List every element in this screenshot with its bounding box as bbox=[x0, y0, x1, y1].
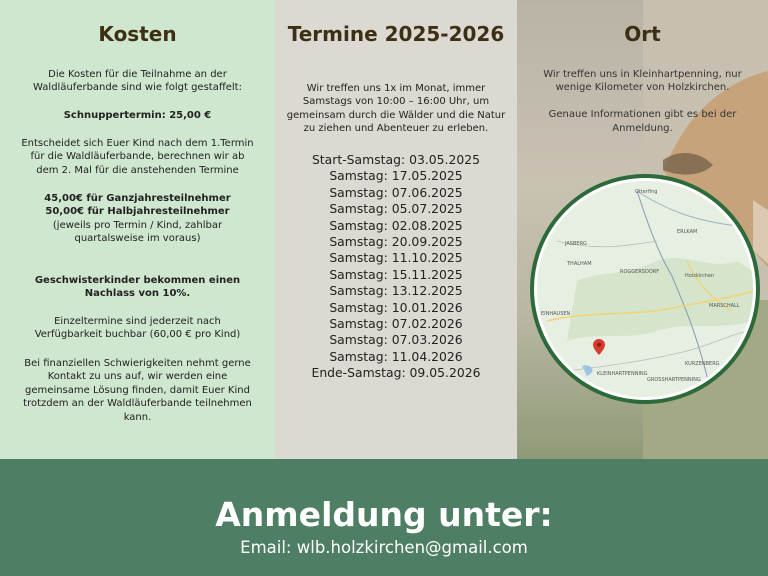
kosten-heading: Kosten bbox=[98, 22, 177, 46]
map-label-einhausen: EINHAUSEN bbox=[541, 311, 571, 317]
termin-date-item: Samstag: 07.03.2026 bbox=[329, 332, 463, 348]
map-roads bbox=[537, 181, 753, 397]
termin-date-item: Start-Samstag: 03.05.2025 bbox=[311, 152, 481, 167]
termin-date-item: Samstag: 02.08.2025 bbox=[329, 217, 463, 233]
termin-date-item: Samstag: 13.12.2025 bbox=[329, 283, 463, 299]
kosten-rates: 45,00€ für Ganzjahresteilnehmer 50,00€ für Halbjahresteilnehmer (jeweils pro Termin / Kind, zahlbar quartalsweise im voraus) bbox=[10, 192, 265, 246]
termin-date-item: Samstag: 07.02.2026 bbox=[329, 316, 463, 332]
termin-date-item: Samstag: 07.06.2025 bbox=[329, 184, 463, 200]
map-label-thalham: THALHAM bbox=[567, 261, 592, 267]
halbjahres-price: 50,00€ für Halbjahresteilnehmer bbox=[45, 206, 230, 218]
map-label-jasberg: JASBERG bbox=[565, 241, 587, 247]
kosten-decide-text: Entscheidet sich Euer Kind nach dem 1.Termin für die Waldläuferbande, berechnen wir ab dem 2. Mal für die anstehenden Termine bbox=[21, 138, 254, 176]
termine-intro: Wir treffen uns 1x im Monat, immer Samstags von 10:00 – 16:00 Uhr, um gemeinsam durch die Wälder und die Natur zu ziehen und Abenteuer zu erleben. bbox=[286, 83, 506, 135]
schnuppertermin-price: Schnuppertermin: 25,00 € bbox=[63, 110, 212, 121]
footer-banner bbox=[0, 459, 768, 576]
geschwister-discount: Geschwisterkinder bekommen einen Nachlass von 10%. bbox=[34, 275, 241, 300]
kosten-column bbox=[0, 0, 275, 459]
map-label-kleinhartpenning: KLEINHARTPENNING bbox=[597, 371, 648, 377]
map-label-erlkam: ERLKAM bbox=[677, 229, 698, 235]
termin-date-item: Samstag: 11.04.2026 bbox=[329, 348, 463, 364]
map-label-holzkirchen: Holzkirchen bbox=[685, 273, 715, 279]
termine-date-list bbox=[275, 152, 517, 382]
termin-date-item: Samstag: 20.09.2025 bbox=[329, 234, 463, 250]
map-label-otterfing: Otterfing bbox=[635, 189, 658, 195]
termin-date-item: Samstag: 15.11.2025 bbox=[329, 266, 463, 282]
anmeldung-title: Anmeldung unter: bbox=[215, 495, 553, 534]
location-map[interactable] bbox=[537, 181, 753, 397]
map-label-grossharthpenning: GROSSHARTPENNING bbox=[647, 377, 701, 383]
map-label-kurzenberg: KURZENBERG bbox=[685, 361, 720, 367]
map-label-marschall: MARSCHALL bbox=[709, 303, 740, 309]
einzeltermine-text: Einzeltermine sind jederzeit nach Verfügbarkeit buchbar (60,00 € pro Kind) bbox=[34, 316, 241, 341]
termin-date-item: Samstag: 05.07.2025 bbox=[329, 201, 463, 217]
termin-date-item: Ende-Samstag: 09.05.2026 bbox=[311, 365, 481, 381]
termine-heading: Termine 2025-2026 bbox=[287, 22, 505, 46]
termin-date-item: Samstag: 17.05.2025 bbox=[329, 168, 463, 184]
finanzielle-hilfe-text: Bei finanziellen Schwierigkeiten nehmt gerne Kontakt zu uns auf, wir werden eine gemeinsame Lösung finden, damit Euer Kind trotzdem an der Waldläuferbande teilnehmen kann. bbox=[23, 358, 252, 423]
termin-date-item: Samstag: 11.10.2025 bbox=[329, 250, 463, 266]
contact-email[interactable]: Email: wlb.holzkirchen@gmail.com bbox=[240, 538, 528, 557]
termin-date-item: Samstag: 10.01.2026 bbox=[329, 299, 463, 315]
termine-column bbox=[275, 0, 517, 459]
ort-heading: Ort bbox=[624, 22, 661, 46]
map-label-roggersdorf: ROGGERSDORF bbox=[620, 269, 660, 275]
kosten-intro: Die Kosten für die Teilnahme an der Waldläuferbande sind wie folgt gestaffelt: bbox=[33, 69, 242, 94]
location-pin-icon[interactable] bbox=[593, 339, 605, 355]
ort-text: Wir treffen uns in Kleinhartpenning, nur wenige Kilometer von Holzkirchen. Genaue Informationen gibt es bei der Anmeldung. bbox=[543, 69, 742, 134]
ganzjahres-price: 45,00€ für Ganzjahresteilnehmer bbox=[44, 193, 231, 204]
